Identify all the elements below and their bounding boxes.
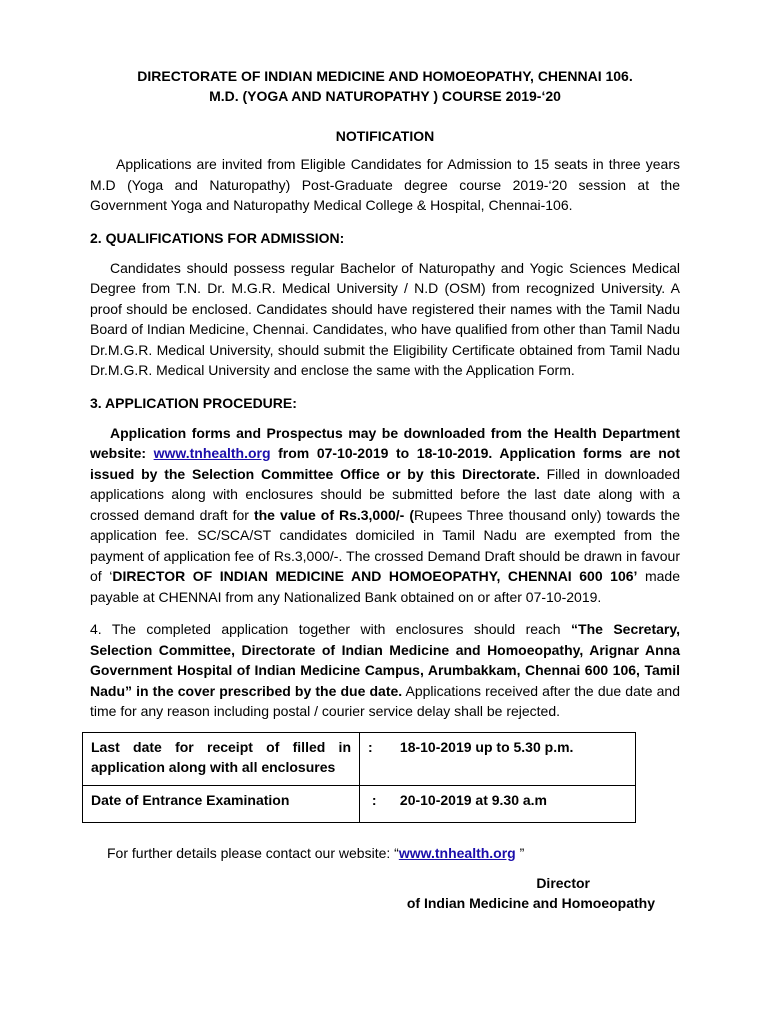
signature-block	[90, 873, 680, 913]
section-2-body: Candidates should possess regular Bachelor of Naturopathy and Yogic Sciences Medical Degree from T.N. Dr. M.G.R. Medical University / N.D (OSM) from recognized University. A proof should be enclosed. Candidates should have registered their names with the Tamil Nadu Board of Indian Medicine, Chennai. Candidates, who have qualified from other than Tamil Nadu Dr.M.G.R. Medical University, should submit the Eligibility Certificate obtained from Tamil Nadu Dr.M.G.R. Medical University and enclose the same with the Application Form.	[90, 259, 680, 378]
section-3-body	[90, 423, 680, 608]
header-line-1: DIRECTORATE OF INDIAN MEDICINE AND HOMOEOPATHY, CHENNAI 106.	[137, 68, 633, 84]
notification-document	[90, 60, 680, 913]
important-dates-table	[82, 732, 636, 823]
exam-date-text: 20-10-2019 at 9.30 a.m	[399, 791, 548, 808]
section-4-text-2: Applications received after the due date and time for any reason including postal / courier service delay shall be rejected.	[90, 682, 680, 719]
exam-date-value	[360, 785, 636, 822]
separator: :	[371, 791, 377, 808]
last-date-value	[360, 732, 636, 785]
header-line-2: M.D. (YOGA AND NATUROPATHY ) COURSE 2019-‘20	[209, 88, 561, 104]
section-3-heading: 3. APPLICATION PROCEDURE:	[90, 394, 297, 411]
intro-paragraph: Applications are invited from Eligible Candidates for Admission to 15 seats in three years M.D (Yoga and Naturopathy) Post-Graduate degree course 2019-‘20 session at the Government Yoga and Naturopathy Medical College & Hospital, Chennai-106.	[90, 156, 680, 213]
table-row	[83, 732, 636, 785]
table-row	[83, 785, 636, 822]
last-date-label: Last date for receipt of filled in application along with all enclosures	[83, 732, 360, 785]
contact-website-link[interactable]: www.tnhealth.org	[398, 844, 516, 861]
section-3-text-1: Filled in downloaded applications along with enclosures should be submitted before the last date along with a crossed demand draft for	[90, 465, 680, 523]
exam-date-label: Date of Entrance Examination	[83, 785, 360, 822]
section-3-text-2: Rupees Three thousand only) towards the application fee. SC/SCA/ST candidates domiciled in Tamil Nadu are exempted from the payment of application fee of Rs.3,000/-. The crossed Demand Draft should be drawn in favour of ‘	[90, 506, 681, 584]
contact-line	[90, 843, 680, 863]
contact-text: For further details please contact our website: “	[107, 844, 399, 861]
section-3-text-3: made payable at CHENNAI from any Nationalized Bank obtained on or after 07-10-2019.	[90, 568, 680, 605]
section-3-bold-4: DIRECTOR OF INDIAN MEDICINE AND HOMOEOPATHY, CHENNAI 600 106’	[112, 568, 638, 584]
signatory-office: of Indian Medicine and Homoeopathy	[406, 894, 655, 911]
section-3-bold-1: Application forms and Prospectus may be downloaded from the Health Department website:	[90, 424, 680, 461]
health-website-link[interactable]: www.tnhealth.org	[153, 445, 271, 461]
section-2-heading: 2. QUALIFICATIONS FOR ADMISSION:	[90, 229, 345, 246]
section-4-body	[90, 619, 680, 722]
notification-title: NOTIFICATION	[335, 128, 435, 144]
section-3-bold-3: the value of Rs.3,000/- (	[253, 506, 415, 523]
section-4-text-1: 4. The completed application together with enclosures should reach	[90, 621, 561, 637]
signatory-title: Director	[536, 874, 590, 891]
separator: :	[368, 738, 373, 755]
section-4-address: “The Secretary, Selection Committee, Directorate of Indian Medicine and Homoeopathy, Arignar Anna Government Hospital of Indian Medicine Campus, Arumbakkam, Chennai 600 106, Tamil Nadu” in the cover prescribed by the due date.	[90, 621, 680, 699]
section-3-bold-2: from 07-10-2019 to 18-10-2019. Application forms are not issued by the Selection Committee Office or by this Directorate.	[90, 445, 681, 482]
document-header	[90, 66, 680, 106]
contact-end: ”	[515, 844, 525, 861]
last-date-text: 18-10-2019 up to 5.30 p.m.	[399, 738, 574, 755]
